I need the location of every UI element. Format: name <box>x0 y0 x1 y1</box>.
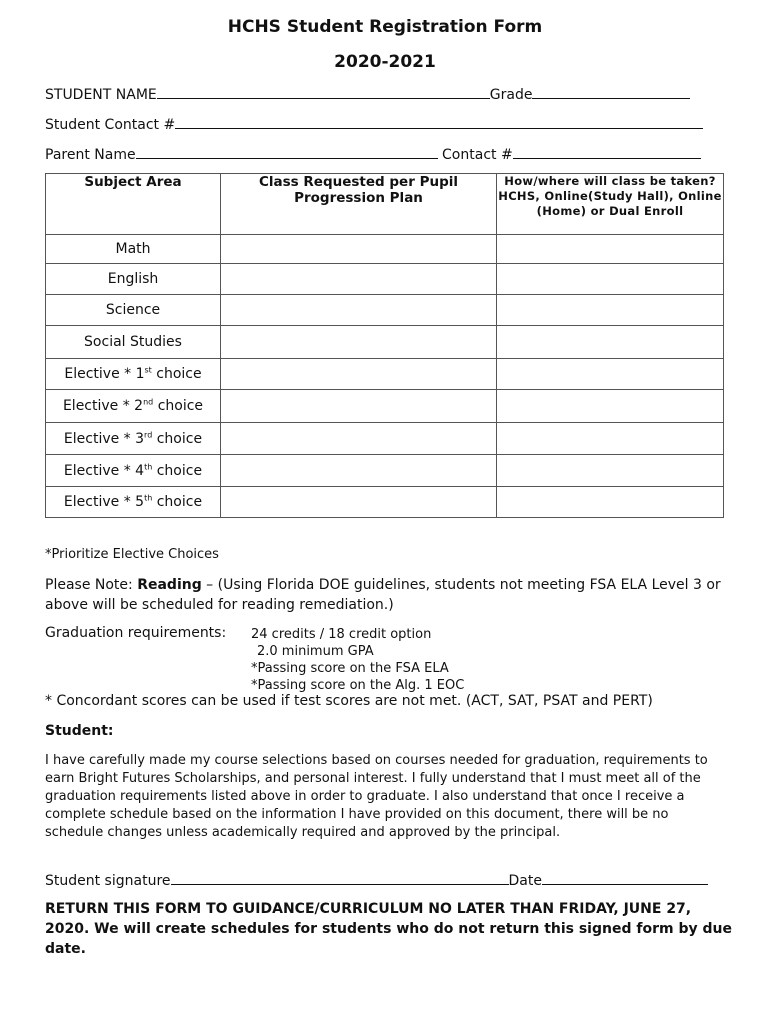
how-where-cell[interactable] <box>497 423 724 455</box>
table-row <box>46 235 724 264</box>
return-notice: RETURN THIS FORM TO GUIDANCE/CURRICULUM NO LATER THAN FRIDAY, JUNE 27, 2020. We will create schedules for students who do not return this signed form by due date. <box>45 901 732 957</box>
parent-row <box>45 144 701 163</box>
how-where-cell[interactable] <box>497 295 724 326</box>
subject-elective-2: Elective * 2nd choice <box>46 390 221 423</box>
subject-elective-3: Elective * 3rd choice <box>46 423 221 455</box>
concordant-note: * Concordant scores can be used if test scores are not met. (ACT, SAT, PSAT and PERT) <box>45 693 653 709</box>
class-requested-cell[interactable] <box>221 326 497 359</box>
student-contact-label: Student Contact # <box>45 117 176 133</box>
please-note-label: Please Note: <box>45 577 138 593</box>
graduation-item: *Passing score on the FSA ELA <box>251 661 449 676</box>
contact-label: Contact # <box>442 147 513 163</box>
please-note-text: – (Using Florida DOE guidelines, students not meeting FSA ELA Level 3 or above will be scheduled for reading remediation.) <box>45 577 721 613</box>
parent-name-label: Parent Name <box>45 147 136 163</box>
subject-science: Science <box>46 295 221 326</box>
table-row <box>46 295 724 326</box>
how-where-cell[interactable] <box>497 235 724 264</box>
grade-label: Grade <box>489 87 533 103</box>
please-note-reading: Reading <box>137 577 202 593</box>
student-contact-line[interactable] <box>175 114 703 129</box>
subject-english: English <box>46 264 221 295</box>
contact-line[interactable] <box>513 144 701 159</box>
how-where-cell[interactable] <box>497 264 724 295</box>
class-requested-cell[interactable] <box>221 455 497 487</box>
signature-row <box>45 870 708 889</box>
please-note <box>45 575 735 615</box>
student-name-row <box>45 84 690 103</box>
header-subject-area: Subject Area <box>46 174 221 235</box>
table-row <box>46 359 724 390</box>
date-line[interactable] <box>542 870 708 885</box>
class-requested-cell[interactable] <box>221 423 497 455</box>
student-statement: I have carefully made my course selections based on courses needed for graduation, requirements to earn Bright Futures Scholarships, and personal interest. I fully understand that I must meet all of the graduation requirements listed above in order to graduate. I also understand that once I receive a complete schedule based on the information I have provided on this document, there will be no schedule changes unless academically required and approved by the principal. <box>45 753 708 840</box>
form-title: HCHS Student Registration Form <box>227 17 543 37</box>
grade-line[interactable] <box>532 84 690 99</box>
graduation-item: 2.0 minimum GPA <box>257 644 374 659</box>
graduation-item: 24 credits / 18 credit option <box>251 627 432 642</box>
class-requested-cell[interactable] <box>221 487 497 518</box>
table-row <box>46 423 724 455</box>
class-requested-cell[interactable] <box>221 390 497 423</box>
class-requested-cell[interactable] <box>221 264 497 295</box>
course-table <box>45 173 724 518</box>
class-requested-cell[interactable] <box>221 295 497 326</box>
student-heading: Student: <box>45 723 114 739</box>
graduation-label: Graduation requirements: <box>45 625 227 641</box>
how-where-cell[interactable] <box>497 487 724 518</box>
how-where-cell[interactable] <box>497 455 724 487</box>
subject-elective-1: Elective * 1st choice <box>46 359 221 390</box>
class-requested-cell[interactable] <box>221 359 497 390</box>
how-where-cell[interactable] <box>497 390 724 423</box>
table-row <box>46 390 724 423</box>
student-name-line[interactable] <box>157 84 490 99</box>
how-where-cell[interactable] <box>497 359 724 390</box>
student-signature-line[interactable] <box>171 870 509 885</box>
student-name-label: STUDENT NAME <box>45 87 157 103</box>
header-class-requested: Class Requested per Pupil Progression Plan <box>221 174 497 235</box>
graduation-item: *Passing score on the Alg. 1 EOC <box>251 678 465 693</box>
subject-social-studies: Social Studies <box>46 326 221 359</box>
date-label: Date <box>508 873 542 889</box>
how-where-cell[interactable] <box>497 326 724 359</box>
subject-math: Math <box>46 235 221 264</box>
table-row <box>46 487 724 518</box>
subject-elective-4: Elective * 4th choice <box>46 455 221 487</box>
table-row <box>46 455 724 487</box>
subject-elective-5: Elective * 5th choice <box>46 487 221 518</box>
header-how-where: How/where will class be taken? HCHS, Online(Study Hall), Online (Home) or Dual Enroll <box>497 174 724 235</box>
school-year: 2020-2021 <box>334 52 436 72</box>
student-signature-label: Student signature <box>45 873 171 889</box>
table-row <box>46 326 724 359</box>
table-row <box>46 264 724 295</box>
class-requested-cell[interactable] <box>221 235 497 264</box>
prioritize-note: *Prioritize Elective Choices <box>45 547 219 562</box>
student-contact-row <box>45 114 703 133</box>
parent-name-line[interactable] <box>136 144 438 159</box>
graduation-items <box>251 626 464 694</box>
